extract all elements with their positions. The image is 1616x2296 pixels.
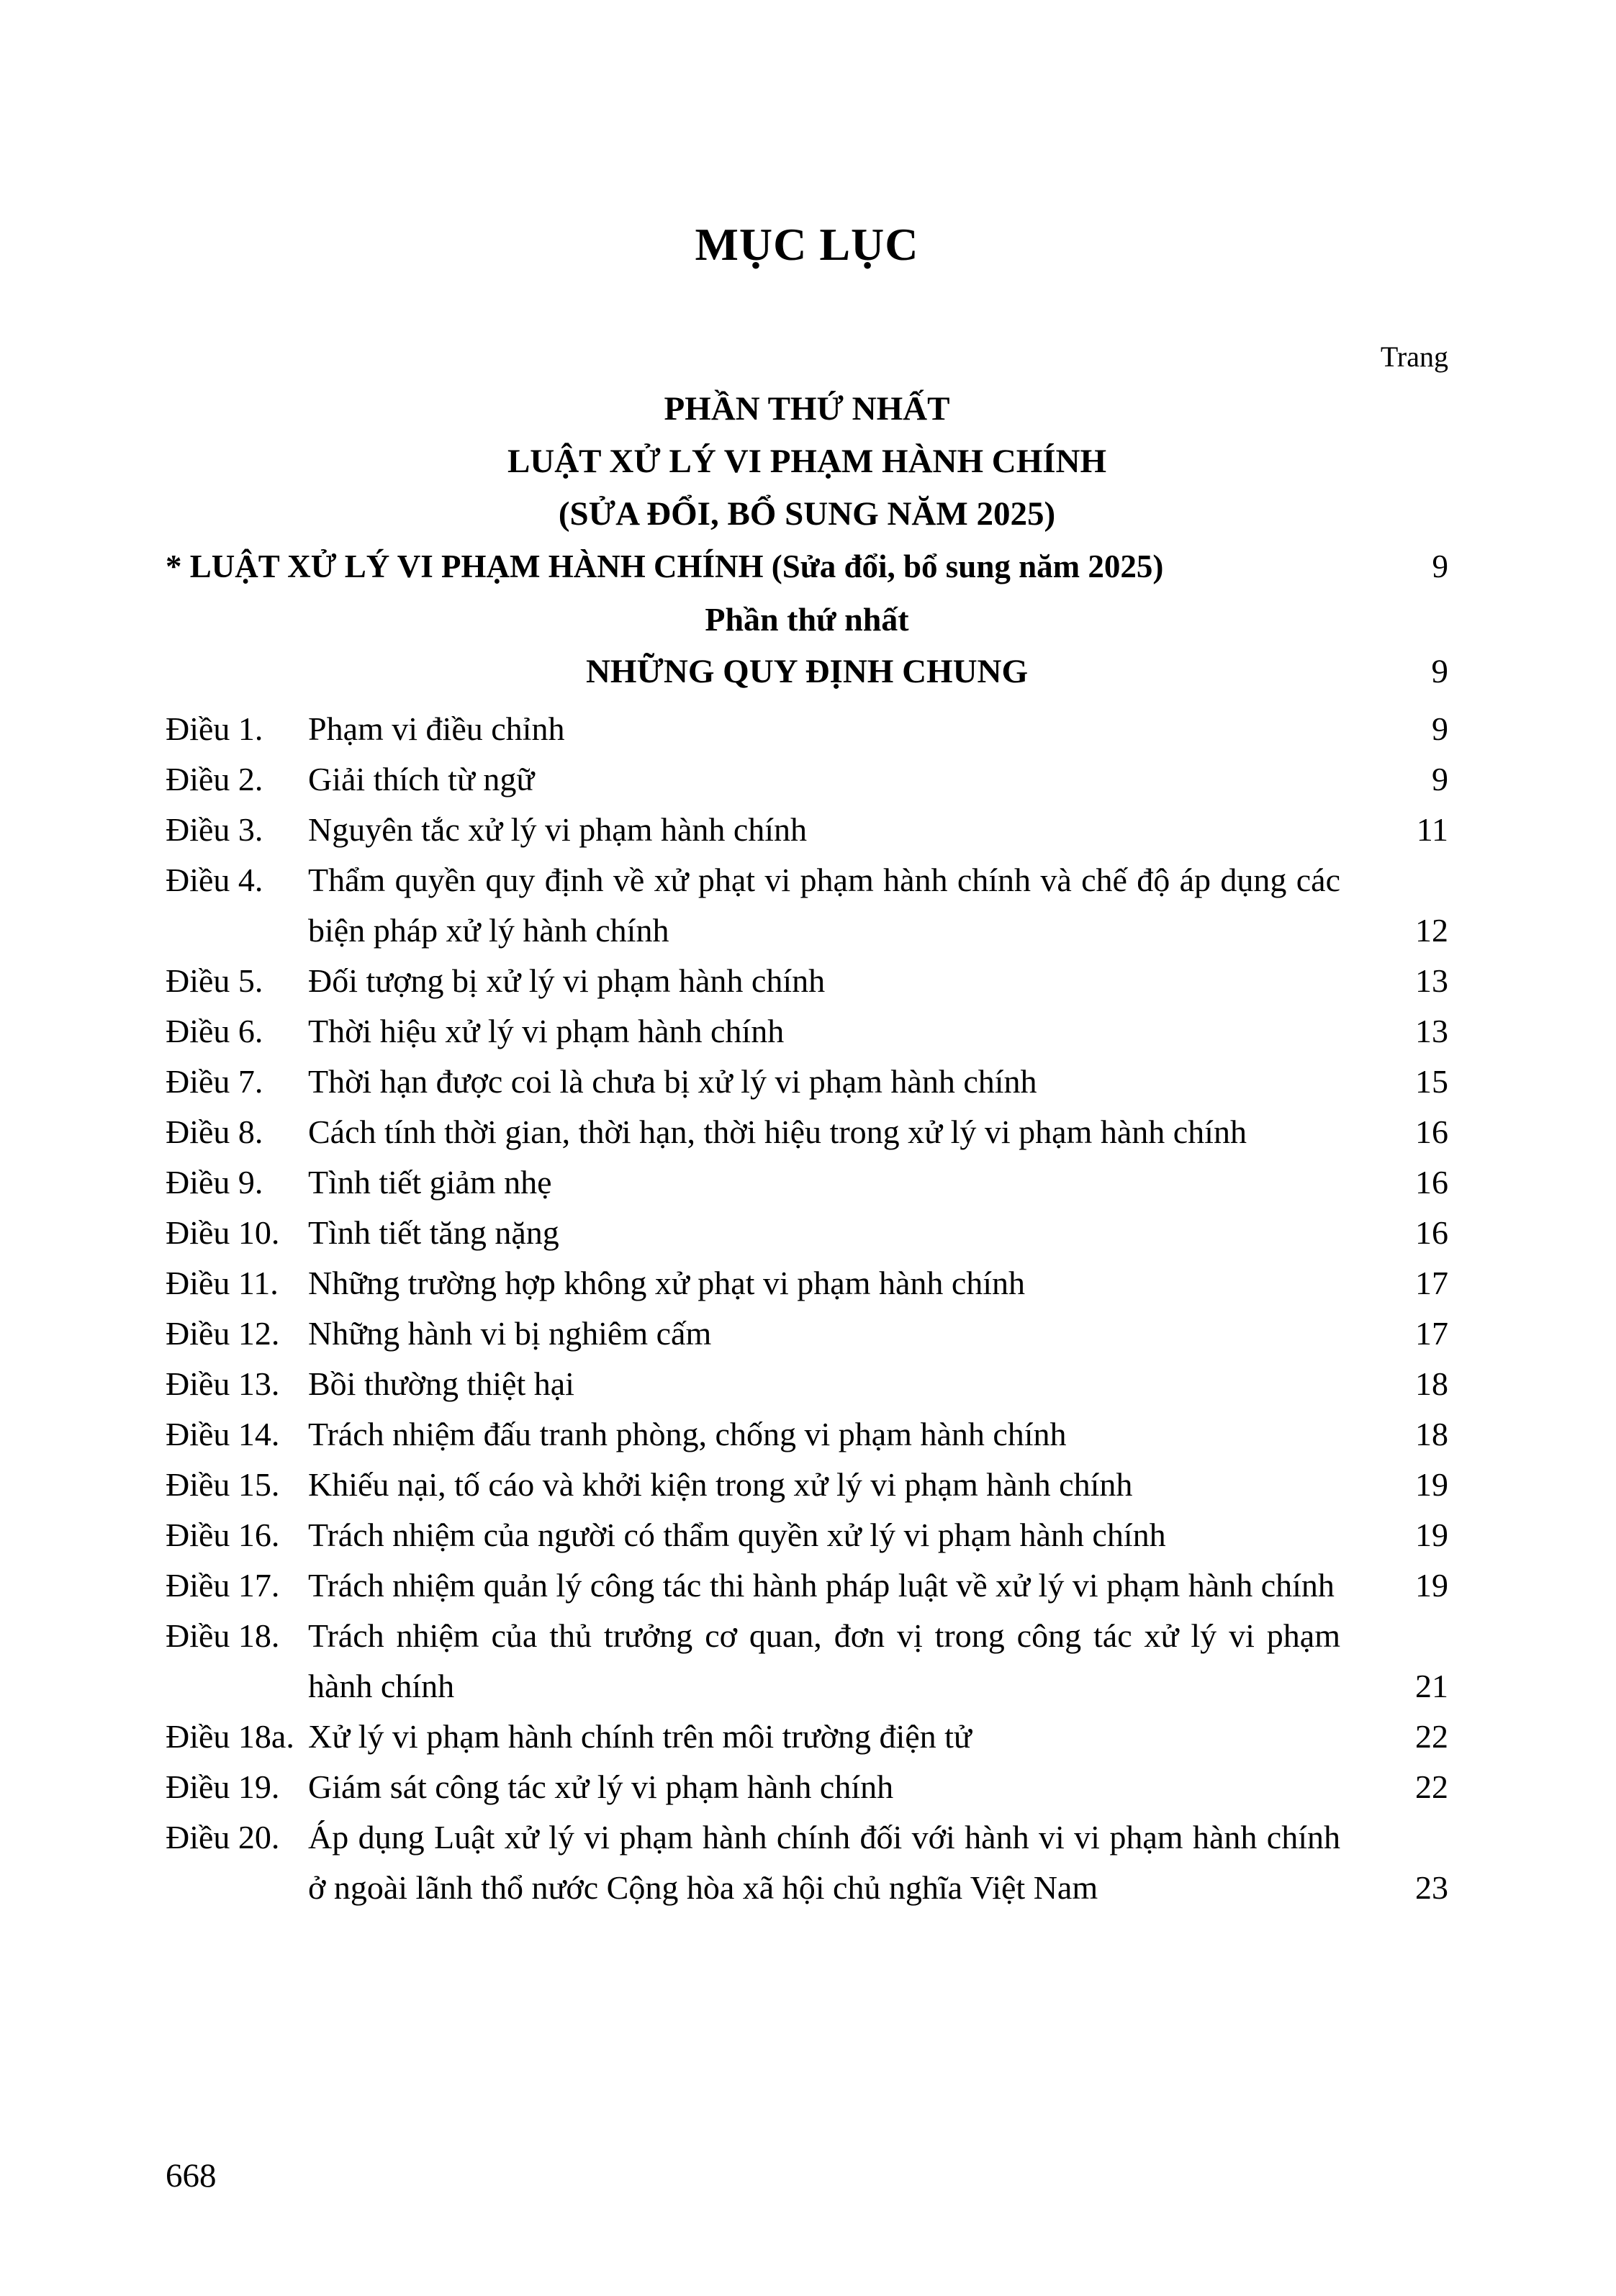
toc-entry-label: Điều 20. [166, 1819, 280, 1856]
law-toc-entry [166, 541, 1448, 593]
toc-entry-title: Phạm vi điều chỉnh [308, 710, 565, 747]
toc-entry-title: Xử lý vi phạm hành chính trên môi trường điện tử [308, 1718, 972, 1755]
toc-entry-title: Trách nhiệm quản lý công tác thi hành pháp luật về xử lý vi phạm hành chính [308, 1567, 1335, 1604]
toc-entry [166, 1157, 1448, 1208]
toc-entry-page-number: 22 [1415, 1718, 1448, 1755]
toc-entry-page-number: 18 [1415, 1416, 1448, 1452]
toc-entry-title: Những hành vi bị nghiêm cấm [308, 1315, 712, 1352]
toc-entry-label: Điều 6. [166, 1013, 263, 1049]
toc-entry-title: Thời hiệu xử lý vi phạm hành chính [308, 1013, 785, 1049]
book-page-number: 668 [166, 2157, 217, 2195]
toc-entry-label: Điều 17. [166, 1567, 280, 1604]
toc-entry-label: Điều 8. [166, 1113, 263, 1150]
toc-entry-title: Trách nhiệm của thủ trưởng cơ quan, đơn vị trong công tác xử lý vi phạm hành chính [308, 1617, 1340, 1704]
toc-entry-label: Điều 10. [166, 1214, 280, 1251]
toc-entry-title: Trách nhiệm đấu tranh phòng, chống vi phạm hành chính [308, 1416, 1067, 1452]
toc-entry-title: Giải thích từ ngữ [308, 761, 535, 797]
toc-entry [166, 1208, 1448, 1258]
toc-entry-page-number: 13 [1415, 962, 1448, 999]
toc-entry-title: Giám sát công tác xử lý vi phạm hành chính [308, 1768, 894, 1805]
toc-entry-label: Điều 15. [166, 1466, 280, 1503]
toc-entry [166, 1762, 1448, 1812]
toc-entry-page-number: 12 [1415, 912, 1448, 949]
toc-entry-label: Điều 14. [166, 1416, 280, 1452]
toc-entry-label: Điều 4. [166, 862, 263, 898]
toc-entry [166, 1510, 1448, 1560]
toc-entry [166, 754, 1448, 805]
toc-entry-label: Điều 3. [166, 811, 263, 848]
toc-entry-page-number: 16 [1415, 1164, 1448, 1201]
sub-part-heading: Phần thứ nhất [705, 601, 909, 638]
toc-entry [166, 1258, 1448, 1309]
chapter-heading-row [166, 646, 1448, 698]
law-toc-entry-page-number: 9 [1432, 548, 1448, 584]
toc-entry-page-number: 19 [1415, 1567, 1448, 1604]
toc-entry-title: Áp dụng Luật xử lý vi phạm hành chính đối với hành vi vi phạm hành chính ở ngoài lãnh thổ nước Cộng hòa xã hội chủ nghĩa Việt Nam [308, 1819, 1340, 1906]
toc-entry-title: Tình tiết tăng nặng [308, 1214, 559, 1251]
toc-entry [166, 956, 1448, 1006]
toc-entry-title: Cách tính thời gian, thời hạn, thời hiệu trong xử lý vi phạm hành chính [308, 1113, 1247, 1150]
toc-entry-page-number: 22 [1415, 1768, 1448, 1805]
front-matter-headings [166, 383, 1448, 698]
toc-entry-label: Điều 18a. [166, 1718, 294, 1755]
toc-entry [166, 1107, 1448, 1157]
toc-entry [166, 1611, 1448, 1712]
toc-entry-page-number: 13 [1415, 1013, 1448, 1049]
toc-entry-list [166, 704, 1448, 1913]
toc-entry-page-number: 23 [1415, 1869, 1448, 1906]
toc-entry-label: Điều 16. [166, 1517, 280, 1553]
toc-entry [166, 1712, 1448, 1762]
toc-entry-label: Điều 2. [166, 761, 263, 797]
toc-entry-page-number: 21 [1415, 1668, 1448, 1704]
toc-entry-label: Điều 1. [166, 710, 263, 747]
toc-entry [166, 1057, 1448, 1107]
chapter-heading-page-number: 9 [1431, 653, 1448, 690]
toc-entry-page-number: 16 [1415, 1214, 1448, 1251]
toc-entry-label: Điều 9. [166, 1164, 263, 1201]
page-title: MỤC LỤC [695, 219, 919, 270]
toc-entry-title: Thời hạn được coi là chưa bị xử lý vi phạm hành chính [308, 1063, 1037, 1100]
toc-entry-page-number: 15 [1415, 1063, 1448, 1100]
toc-entry [166, 1006, 1448, 1057]
page-number-column-header: Trang [1380, 340, 1448, 373]
toc-entry-page-number: 18 [1415, 1365, 1448, 1402]
toc-entry-label: Điều 5. [166, 962, 263, 999]
toc-entry-title: Khiếu nại, tố cáo và khởi kiện trong xử lý vi phạm hành chính [308, 1466, 1133, 1503]
toc-entry [166, 805, 1448, 855]
toc-entry-title: Tình tiết giảm nhẹ [308, 1164, 552, 1201]
toc-entry-page-number: 9 [1432, 710, 1448, 747]
toc-entry-label: Điều 12. [166, 1315, 280, 1352]
part-heading-line-3: (SỬA ĐỔI, BỔ SUNG NĂM 2025) [558, 495, 1056, 533]
toc-entry-page-number: 11 [1416, 811, 1448, 848]
toc-entry [166, 1560, 1448, 1611]
toc-entry [166, 1309, 1448, 1359]
law-toc-entry-title: * LUẬT XỬ LÝ VI PHẠM HÀNH CHÍNH (Sửa đổi, bổ sung năm 2025) [166, 548, 1164, 584]
toc-entry [166, 1460, 1448, 1510]
toc-entry-label: Điều 11. [166, 1265, 279, 1301]
toc-entry-label: Điều 13. [166, 1365, 280, 1402]
toc-entry [166, 855, 1448, 956]
toc-entry-page-number: 9 [1432, 761, 1448, 797]
toc-entry-title: Trách nhiệm của người có thẩm quyền xử lý vi phạm hành chính [308, 1517, 1166, 1553]
toc-entry [166, 1409, 1448, 1460]
part-heading-line-2: LUẬT XỬ LÝ VI PHẠM HÀNH CHÍNH [507, 443, 1107, 480]
toc-entry [166, 1359, 1448, 1409]
toc-entry-page-number: 16 [1415, 1113, 1448, 1150]
toc-entry-label: Điều 19. [166, 1768, 280, 1805]
toc-entry [166, 704, 1448, 754]
toc-entry-title: Bồi thường thiệt hại [308, 1365, 574, 1402]
toc-entry-title: Thẩm quyền quy định về xử phạt vi phạm hành chính và chế độ áp dụng các biện pháp xử lý hành chính [308, 862, 1340, 949]
toc-entry-page-number: 19 [1415, 1466, 1448, 1503]
chapter-heading-title: NHỮNG QUY ĐỊNH CHUNG [585, 653, 1029, 690]
toc-entry-title: Đối tượng bị xử lý vi phạm hành chính [308, 962, 826, 999]
part-heading-line-1: PHẦN THỨ NHẤT [664, 390, 950, 428]
toc-entry [166, 1812, 1448, 1913]
toc-entry-title: Nguyên tắc xử lý vi phạm hành chính [308, 811, 808, 848]
toc-entry-title: Những trường hợp không xử phạt vi phạm hành chính [308, 1265, 1026, 1301]
toc-entry-label: Điều 7. [166, 1063, 263, 1100]
toc-entry-page-number: 19 [1415, 1517, 1448, 1553]
toc-entry-page-number: 17 [1415, 1315, 1448, 1352]
toc-entry-page-number: 17 [1415, 1265, 1448, 1301]
toc-entry-label: Điều 18. [166, 1617, 280, 1654]
